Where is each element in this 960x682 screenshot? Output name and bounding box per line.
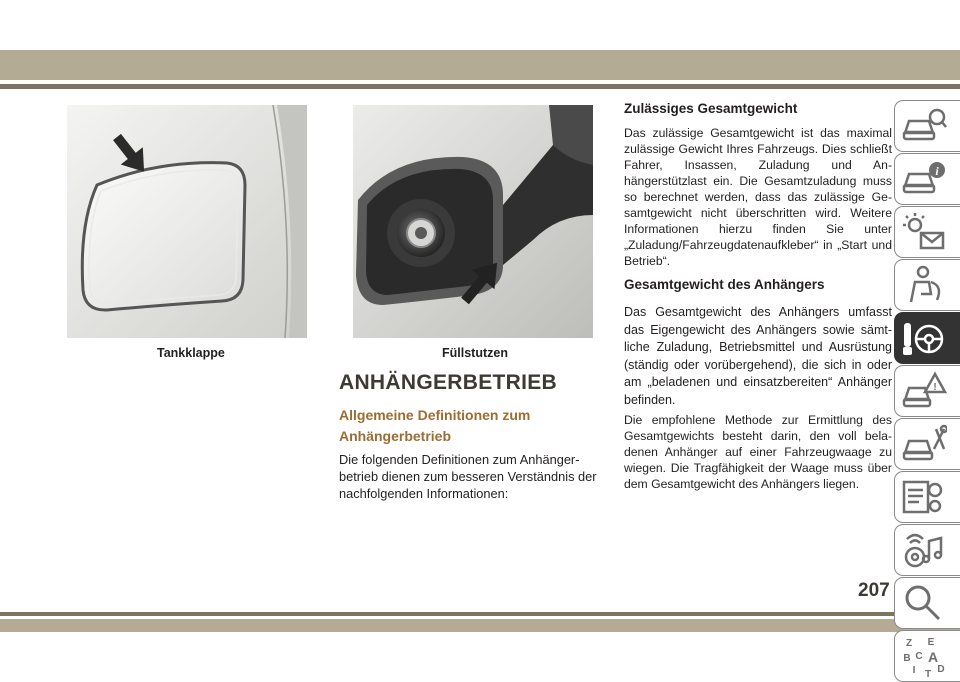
tab-safety[interactable] bbox=[894, 259, 960, 311]
car-wrench-icon bbox=[901, 423, 947, 465]
svg-text:I: I bbox=[912, 665, 916, 676]
car-info-icon bbox=[901, 158, 947, 200]
tab-emergency[interactable] bbox=[894, 365, 960, 417]
car-hazard-icon bbox=[901, 370, 947, 412]
warning-light-message-icon bbox=[901, 211, 947, 253]
tab-starting-operating[interactable] bbox=[894, 312, 960, 364]
magnifier-icon bbox=[901, 582, 947, 624]
fuel-door-caption: Tankklappe bbox=[157, 346, 225, 360]
paragraph-gross-weight: Das zulässige Gesamtgewicht ist das maximal zulässige Gewicht Ihres Fahrzeugs. Dies schließt Fahrer, Insassen, Zuladung und Anhängerstützlast ein. Die Gesamtzuladung muss so berechnet werden, dass das zulässige Gesamtgewicht nicht überschritten wird. Weitere Informationen hierzu finden Sie unter „Zuladung/Fahrzeugdatenaufkleber“ in „Start und Betrieb“. bbox=[624, 126, 892, 268]
footer-band bbox=[0, 619, 960, 632]
car-search-icon bbox=[901, 105, 947, 147]
svg-text:B: B bbox=[903, 653, 911, 664]
svg-text:D: D bbox=[937, 664, 945, 675]
paragraph-weighing-method: Die empfohlene Methode zur Ermittlung des Gesamtgewichts besteht darin, den voll beladenen Anhänger auf einer Fahrzeugwaage zu wiegen. Die Tragfähigkeit der Waage muss über dem Gesamtgewicht des Anhängers liegen. bbox=[624, 413, 892, 491]
svg-text:C: C bbox=[915, 651, 923, 662]
tab-multimedia[interactable] bbox=[894, 524, 960, 576]
multimedia-icon bbox=[901, 529, 947, 571]
key-steering-wheel-icon bbox=[901, 317, 947, 359]
header-rule bbox=[0, 84, 960, 89]
svg-text:A: A bbox=[927, 649, 939, 665]
subsection-title: Allgemeine Definitionen zum Anhängerbetrieb bbox=[339, 407, 531, 444]
svg-text:T: T bbox=[924, 669, 932, 680]
tab-car-search[interactable] bbox=[894, 100, 960, 152]
index-letters-icon bbox=[901, 635, 947, 681]
footer-rule bbox=[0, 612, 960, 616]
svg-text:!: ! bbox=[933, 382, 937, 393]
section-title: ANHÄNGERBETRIEB bbox=[339, 371, 558, 394]
svg-text:i: i bbox=[935, 164, 939, 178]
intro-paragraph: Die folgenden Definitionen zum Anhängerbetrieb dienen zum besseren Verständnis der nachfolgenden Informationen: bbox=[339, 452, 597, 501]
airbag-seat-icon bbox=[901, 264, 947, 306]
heading-trailer-weight: Gesamtgewicht des Anhängers bbox=[624, 277, 825, 292]
filler-neck-photo bbox=[353, 105, 593, 338]
paragraph-trailer-weight: Das Gesamtgewicht des Anhängers umfasst das Eigengewicht des Anhängers sowie sämtliche Zuladung, Betriebsmittel und Ausrüstung (ständig oder vorübergehend), die sich in oder am „beladenen und einsatzbereiten“ Anhänger befinden. bbox=[624, 305, 892, 407]
tab-car-info[interactable] bbox=[894, 153, 960, 205]
tab-specifications[interactable] bbox=[894, 471, 960, 523]
svg-text:Z: Z bbox=[905, 638, 913, 649]
specifications-gear-icon bbox=[901, 476, 947, 518]
tab-search[interactable] bbox=[894, 577, 960, 629]
tab-service[interactable] bbox=[894, 418, 960, 470]
page-number: 207 bbox=[858, 580, 890, 601]
tab-index[interactable] bbox=[894, 630, 960, 682]
fuel-door-photo bbox=[67, 105, 307, 338]
filler-neck-caption: Füllstutzen bbox=[442, 346, 508, 360]
heading-gross-weight: Zulässiges Gesamtgewicht bbox=[624, 101, 798, 116]
tab-warning-lights[interactable] bbox=[894, 206, 960, 258]
header-band bbox=[0, 50, 960, 80]
svg-text:E: E bbox=[927, 637, 935, 648]
